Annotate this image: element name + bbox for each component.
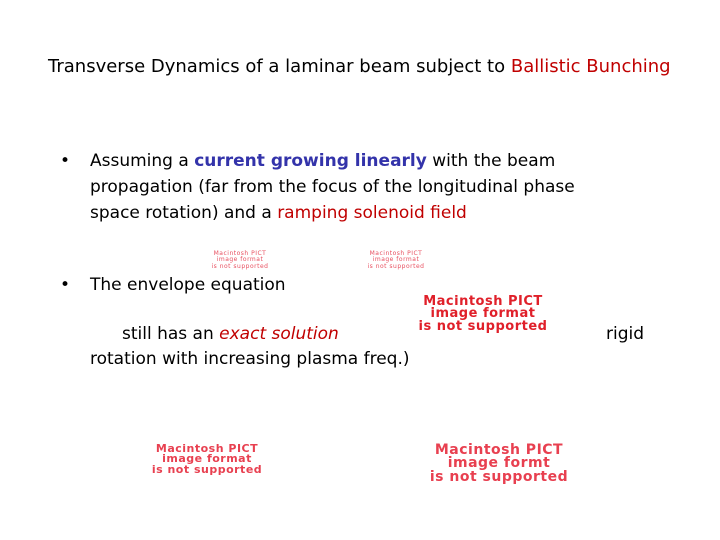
bullet-marker: • <box>60 151 71 171</box>
bullet-2-text-a: still has an <box>122 324 220 344</box>
bullet-1-text-b: with the beam <box>426 151 556 171</box>
pict-placeholder-2: Macintosh PICT image format is not supported <box>367 250 425 270</box>
slide-title <box>48 56 708 77</box>
bullet-2-tail: rigid <box>606 324 645 344</box>
pict-placeholder-4: Macintosh PICT image format is not supported <box>151 442 263 476</box>
ramping-solenoid-highlight: ramping solenoid field <box>277 203 467 223</box>
exact-solution-highlight: exact solution <box>219 324 339 344</box>
bullet-1-text <box>90 148 690 226</box>
pict-placeholder-1: Macintosh PICT image format is not supported <box>211 250 269 270</box>
title-prefix: Transverse Dynamics of a laminar beam subject to <box>48 56 511 77</box>
bullet-1-text-c: space rotation) and a <box>90 203 278 223</box>
bullet-1-line-3 <box>90 200 690 226</box>
bullet-1-line-1 <box>90 148 690 174</box>
bullet-2-line-1: The envelope equation <box>90 275 286 295</box>
bullet-1-line-2: propagation (far from the focus of the longitudinal phase <box>90 177 575 197</box>
bullet-2-line-3: rotation with increasing plasma freq.) <box>90 349 410 369</box>
bullet-marker: • <box>60 275 71 295</box>
bullet-2-line-2 <box>122 321 339 347</box>
current-growing-highlight: current growing linearly <box>194 151 427 171</box>
title-highlight: Ballistic Bunching <box>510 56 671 77</box>
pict-placeholder-3: Macintosh PICT image format is not supported <box>372 296 594 333</box>
bullet-1-text-a: Assuming a <box>90 151 195 171</box>
pict-placeholder-5: Macintosh PICT image formt is not supported <box>429 442 569 485</box>
